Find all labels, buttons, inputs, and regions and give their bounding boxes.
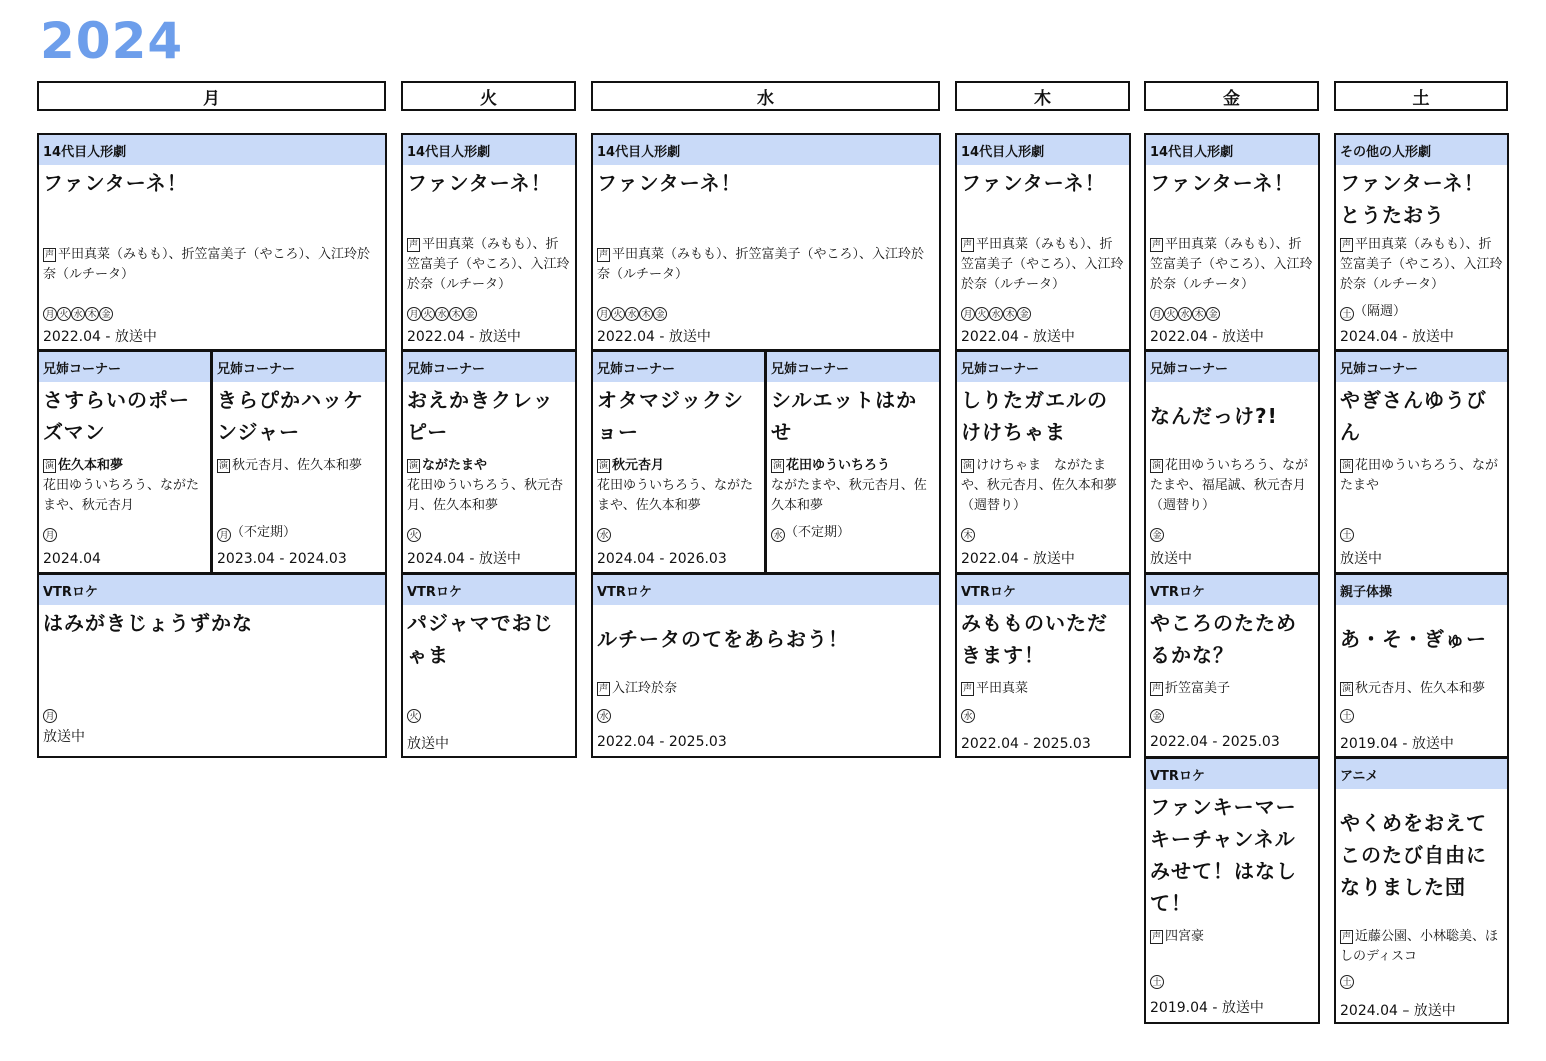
broadcast-period: 2024.04 - 放送中 <box>1340 329 1454 345</box>
program-title: やぎさんゆうびん <box>1340 388 1487 444</box>
program-card[interactable] <box>765 350 941 574</box>
cast-lead: 花田ゆういちろう <box>786 458 891 473</box>
role-mark: 演 <box>963 461 973 471</box>
day-circle-icon: 金 <box>1150 709 1164 723</box>
broadcast-period: 放送中 <box>43 729 85 745</box>
broadcast-days <box>961 303 1125 321</box>
cast-list <box>407 456 571 516</box>
program-card[interactable] <box>1334 350 1509 574</box>
category-label: 14代目人形劇 <box>39 135 385 165</box>
day-circle-icon: 水 <box>71 307 85 321</box>
broadcast-period: 2022.04 - 放送中 <box>961 329 1075 345</box>
day-circle-icon: 木 <box>1192 307 1206 321</box>
day-circle-icon: 水 <box>771 528 785 542</box>
schedule-note: （不定期） <box>785 525 851 540</box>
program-title: おえかきクレッピー <box>407 388 554 444</box>
category-label: 14代目人形劇 <box>957 135 1129 165</box>
cast-list <box>217 456 381 476</box>
cast-list <box>1340 927 1503 967</box>
broadcast-period: 2019.04 - 放送中 <box>1150 1000 1264 1016</box>
cast-names: ながたまや、秋元杏月、佐久本和夢 <box>771 478 927 513</box>
role-mark: 声 <box>1342 932 1352 942</box>
role-mark: 演 <box>1342 461 1352 471</box>
cast-names: 入江玲於奈 <box>612 681 678 696</box>
program-title: ファンターネ！とうたおう <box>1340 171 1485 227</box>
program-card[interactable] <box>401 350 577 574</box>
category-label: その他の人形劇 <box>1336 135 1507 165</box>
role-mark: 演 <box>1152 461 1162 471</box>
day-circle-icon: 土 <box>1340 307 1354 321</box>
program-title: ルチータのてをあらおう！ <box>597 627 849 651</box>
role-mark: 声 <box>409 240 419 250</box>
day-circle-icon: 木 <box>449 307 463 321</box>
day-circle-icon: 金 <box>1206 307 1220 321</box>
role-mark: 声 <box>963 240 973 250</box>
broadcast-days <box>407 524 571 542</box>
broadcast-period: 2019.04 - 放送中 <box>1340 736 1454 752</box>
schedule-note: （隔週） <box>1354 304 1407 319</box>
program-title: きらぴかハッケンジャー <box>217 388 364 444</box>
cast-names: 花田ゆういちろう、秋元杏月、佐久本和夢 <box>407 478 564 513</box>
cast-names: 花田ゆういちろう、ながたまや、秋元杏月 <box>43 478 200 513</box>
broadcast-days <box>1340 303 1503 321</box>
day-circle-icon: 水 <box>435 307 449 321</box>
category-label: アニメ <box>1336 759 1507 789</box>
program-title: ファンターネ！ <box>407 171 552 195</box>
broadcast-period: 2022.04 - 2025.03 <box>1150 734 1280 750</box>
program-card[interactable] <box>37 573 387 758</box>
broadcast-period: 放送中 <box>1340 551 1382 567</box>
cast-list <box>1340 679 1503 699</box>
broadcast-days <box>43 303 381 321</box>
program-card[interactable] <box>401 573 577 758</box>
program-title: やくめをおえてこのたび自由になりました団 <box>1340 811 1487 899</box>
cast-list <box>407 235 571 295</box>
day-circle-icon: 土 <box>1340 709 1354 723</box>
category-label: 兄姉コーナー <box>593 352 764 382</box>
day-circle-icon: 月 <box>597 307 611 321</box>
program-card[interactable] <box>1144 133 1320 351</box>
category-label: VTRロケ <box>403 575 575 605</box>
broadcast-days <box>771 524 935 542</box>
program-card[interactable] <box>591 350 766 574</box>
day-circle-icon: 金 <box>1150 528 1164 542</box>
broadcast-period: 2022.04 - 放送中 <box>407 329 521 345</box>
program-title: やころのたためるかな？ <box>1150 611 1297 667</box>
program-card[interactable] <box>1334 573 1509 758</box>
cast-list <box>961 456 1125 516</box>
broadcast-period: 2024.04 <box>43 551 101 567</box>
cast-names: 平田真菜（みもも）、折笠富美子（やころ）、入江玲於奈（ルチータ） <box>597 247 925 282</box>
broadcast-period: 放送中 <box>407 736 449 752</box>
broadcast-days <box>597 303 935 321</box>
category-label: VTRロケ <box>39 575 385 605</box>
day-circle-icon: 火 <box>975 307 989 321</box>
cast-names: 平田真菜 <box>976 681 1029 696</box>
day-circle-icon: 月 <box>217 528 231 542</box>
broadcast-days <box>1150 524 1314 542</box>
cast-list <box>597 679 935 699</box>
cast-list <box>43 245 381 285</box>
broadcast-period: 2022.04 - 2025.03 <box>597 734 727 750</box>
broadcast-period: 2024.04 - 放送中 <box>407 551 521 567</box>
role-mark: 声 <box>1342 240 1352 250</box>
broadcast-days <box>961 524 1125 542</box>
program-title: なんだっけ?! <box>1150 404 1278 428</box>
category-label: 兄姉コーナー <box>767 352 939 382</box>
broadcast-days <box>597 705 935 723</box>
role-mark: 演 <box>45 461 55 471</box>
program-title: ファンキーマーキーチャンネルみせて！はなして！ <box>1150 795 1297 915</box>
day-circle-icon: 火 <box>611 307 625 321</box>
day-circle-icon: 土 <box>1150 975 1164 989</box>
role-mark: 声 <box>599 684 609 694</box>
cast-list <box>771 456 935 516</box>
broadcast-days <box>1340 971 1503 989</box>
program-title: オタマジックショー <box>597 388 744 444</box>
day-header: 水 <box>591 81 940 111</box>
day-header: 土 <box>1334 81 1508 111</box>
cast-list <box>1150 456 1314 516</box>
cast-names: 平田真菜（みもも）、折笠富美子（やころ）、入江玲於奈（ルチータ） <box>1150 237 1313 292</box>
cast-list <box>961 235 1125 295</box>
program-card[interactable] <box>955 350 1131 574</box>
role-mark: 演 <box>409 461 419 471</box>
program-card[interactable] <box>1144 350 1320 574</box>
day-circle-icon: 金 <box>99 307 113 321</box>
broadcast-days <box>407 705 571 723</box>
day-circle-icon: 水 <box>1178 307 1192 321</box>
category-label: 14代目人形劇 <box>403 135 575 165</box>
day-circle-icon: 火 <box>407 528 421 542</box>
category-label: 兄姉コーナー <box>403 352 575 382</box>
cast-lead: ながたまや <box>422 458 488 473</box>
role-mark: 声 <box>599 250 609 260</box>
broadcast-period: 2024.04 - 2026.03 <box>597 551 727 567</box>
broadcast-period: 2022.04 - 放送中 <box>961 551 1075 567</box>
broadcast-days <box>1340 524 1503 542</box>
day-circle-icon: 水 <box>597 709 611 723</box>
day-circle-icon: 木 <box>1003 307 1017 321</box>
program-card[interactable] <box>37 350 212 574</box>
role-mark: 声 <box>1152 932 1162 942</box>
broadcast-days <box>1340 705 1503 723</box>
program-title: しりたガエルのけけちゃま <box>961 388 1108 444</box>
cast-names: 四宮豪 <box>1165 929 1205 944</box>
cast-names: 秋元杏月、佐久本和夢 <box>232 458 363 473</box>
category-label: 親子体操 <box>1336 575 1507 605</box>
program-card[interactable] <box>1334 133 1509 351</box>
broadcast-days <box>1150 971 1314 989</box>
cast-names: 花田ゆういちろう、ながたまや <box>1340 458 1499 493</box>
day-circle-icon: 土 <box>1340 975 1354 989</box>
program-card[interactable] <box>1144 757 1320 1024</box>
broadcast-period: 2022.04 - 2025.03 <box>961 736 1091 752</box>
broadcast-days <box>43 524 206 542</box>
program-title: パジャマでおじゃま <box>407 611 554 667</box>
category-label: 兄姉コーナー <box>957 352 1129 382</box>
broadcast-days <box>43 705 381 723</box>
cast-names: 花田ゆういちろう、ながたまや、佐久本和夢 <box>597 478 754 513</box>
day-circle-icon: 金 <box>1017 307 1031 321</box>
cast-names: 平田真菜（みもも）、折笠富美子（やころ）、入江玲於奈（ルチータ） <box>43 247 371 282</box>
cast-names: 秋元杏月、佐久本和夢 <box>1355 681 1486 696</box>
program-card[interactable] <box>401 133 577 351</box>
program-card[interactable] <box>37 133 387 351</box>
role-mark: 演 <box>773 461 783 471</box>
day-circle-icon: 水 <box>625 307 639 321</box>
day-circle-icon: 月 <box>43 709 57 723</box>
broadcast-period: 2022.04 - 放送中 <box>1150 329 1264 345</box>
day-circle-icon: 水 <box>989 307 1003 321</box>
cast-list <box>1150 927 1314 947</box>
program-title: さすらいのポーズマン <box>43 388 190 444</box>
day-header: 火 <box>401 81 576 111</box>
schedule-note: （不定期） <box>231 525 297 540</box>
role-mark: 演 <box>599 461 609 471</box>
category-label: 14代目人形劇 <box>1146 135 1318 165</box>
program-title: みもものいただきます！ <box>961 611 1108 667</box>
program-card[interactable] <box>591 573 941 758</box>
broadcast-period: 2022.04 - 放送中 <box>597 329 711 345</box>
day-circle-icon: 土 <box>1340 528 1354 542</box>
day-circle-icon: 水 <box>961 709 975 723</box>
cast-list <box>1340 456 1503 496</box>
broadcast-period: 2022.04 - 放送中 <box>43 329 157 345</box>
day-circle-icon: 月 <box>43 307 57 321</box>
day-circle-icon: 木 <box>639 307 653 321</box>
program-card[interactable] <box>955 573 1131 758</box>
cast-names: 平田真菜（みもも）、折笠富美子（やころ）、入江玲於奈（ルチータ） <box>961 237 1124 292</box>
day-circle-icon: 火 <box>407 709 421 723</box>
day-header: 金 <box>1144 81 1319 111</box>
category-label: 14代目人形劇 <box>593 135 939 165</box>
cast-list <box>597 456 760 516</box>
program-title: ファンターネ！ <box>43 171 188 195</box>
category-label: VTRロケ <box>957 575 1129 605</box>
category-label: VTRロケ <box>1146 759 1318 789</box>
broadcast-days <box>961 705 1125 723</box>
day-circle-icon: 金 <box>653 307 667 321</box>
category-label: 兄姉コーナー <box>213 352 385 382</box>
category-label: VTRロケ <box>593 575 939 605</box>
role-mark: 声 <box>963 684 973 694</box>
broadcast-days <box>1150 705 1314 723</box>
program-card[interactable] <box>955 133 1131 351</box>
category-label: VTRロケ <box>1146 575 1318 605</box>
role-mark: 演 <box>219 461 229 471</box>
day-circle-icon: 月 <box>961 307 975 321</box>
role-mark: 声 <box>45 250 55 260</box>
role-mark: 声 <box>1152 684 1162 694</box>
cast-list <box>1340 235 1503 295</box>
day-circle-icon: 月 <box>1150 307 1164 321</box>
day-circle-icon: 火 <box>1164 307 1178 321</box>
day-circle-icon: 水 <box>597 528 611 542</box>
program-title: シルエットはかせ <box>771 388 918 444</box>
broadcast-period: 放送中 <box>1150 551 1192 567</box>
cast-list <box>597 245 935 285</box>
broadcast-period: 2024.04 – 放送中 <box>1340 1003 1456 1019</box>
day-circle-icon: 月 <box>43 528 57 542</box>
program-title: ファンターネ！ <box>961 171 1106 195</box>
broadcast-days <box>1150 303 1314 321</box>
cast-list <box>1150 679 1314 699</box>
day-header: 木 <box>955 81 1130 111</box>
program-card[interactable] <box>211 350 387 574</box>
day-circle-icon: 木 <box>961 528 975 542</box>
cast-names: 花田ゆういちろう、ながたまや、福尾誠、秋元杏月（週替り） <box>1150 458 1309 513</box>
cast-list <box>43 456 206 516</box>
day-header: 月 <box>37 81 386 111</box>
role-mark: 演 <box>1342 684 1352 694</box>
cast-names: けけちゃま ながたまや、秋元杏月、佐久本和夢（週替り） <box>961 458 1117 513</box>
category-label: 兄姉コーナー <box>1336 352 1507 382</box>
cast-names: 平田真菜（みもも）、折笠富美子（やころ）、入江玲於奈（ルチータ） <box>407 237 570 292</box>
program-card[interactable] <box>591 133 941 351</box>
day-circle-icon: 木 <box>85 307 99 321</box>
day-circle-icon: 火 <box>421 307 435 321</box>
broadcast-days <box>217 524 381 542</box>
cast-list <box>961 679 1125 699</box>
cast-lead: 秋元杏月 <box>612 458 665 473</box>
day-circle-icon: 金 <box>463 307 477 321</box>
cast-lead: 佐久本和夢 <box>58 458 124 473</box>
program-card[interactable] <box>1144 573 1320 758</box>
category-label: 兄姉コーナー <box>1146 352 1318 382</box>
day-circle-icon: 火 <box>57 307 71 321</box>
broadcast-days <box>597 524 760 542</box>
category-label: 兄姉コーナー <box>39 352 210 382</box>
broadcast-days <box>407 303 571 321</box>
program-title: はみがきじょうずかな <box>43 611 253 635</box>
program-card[interactable] <box>1334 757 1509 1024</box>
year-title: 2024 <box>40 12 184 70</box>
program-title: あ・そ・ぎゅー <box>1340 627 1487 651</box>
cast-names: 折笠富美子 <box>1165 681 1231 696</box>
day-circle-icon: 月 <box>407 307 421 321</box>
program-title: ファンターネ！ <box>597 171 742 195</box>
role-mark: 声 <box>1152 240 1162 250</box>
broadcast-period: 2023.04 - 2024.03 <box>217 551 347 567</box>
cast-names: 平田真菜（みもも）、折笠富美子（やころ）、入江玲於奈（ルチータ） <box>1340 237 1503 292</box>
cast-names: 近藤公園、小林聡美、ほしのディスコ <box>1340 929 1499 964</box>
program-title: ファンターネ！ <box>1150 171 1295 195</box>
cast-list <box>1150 235 1314 295</box>
